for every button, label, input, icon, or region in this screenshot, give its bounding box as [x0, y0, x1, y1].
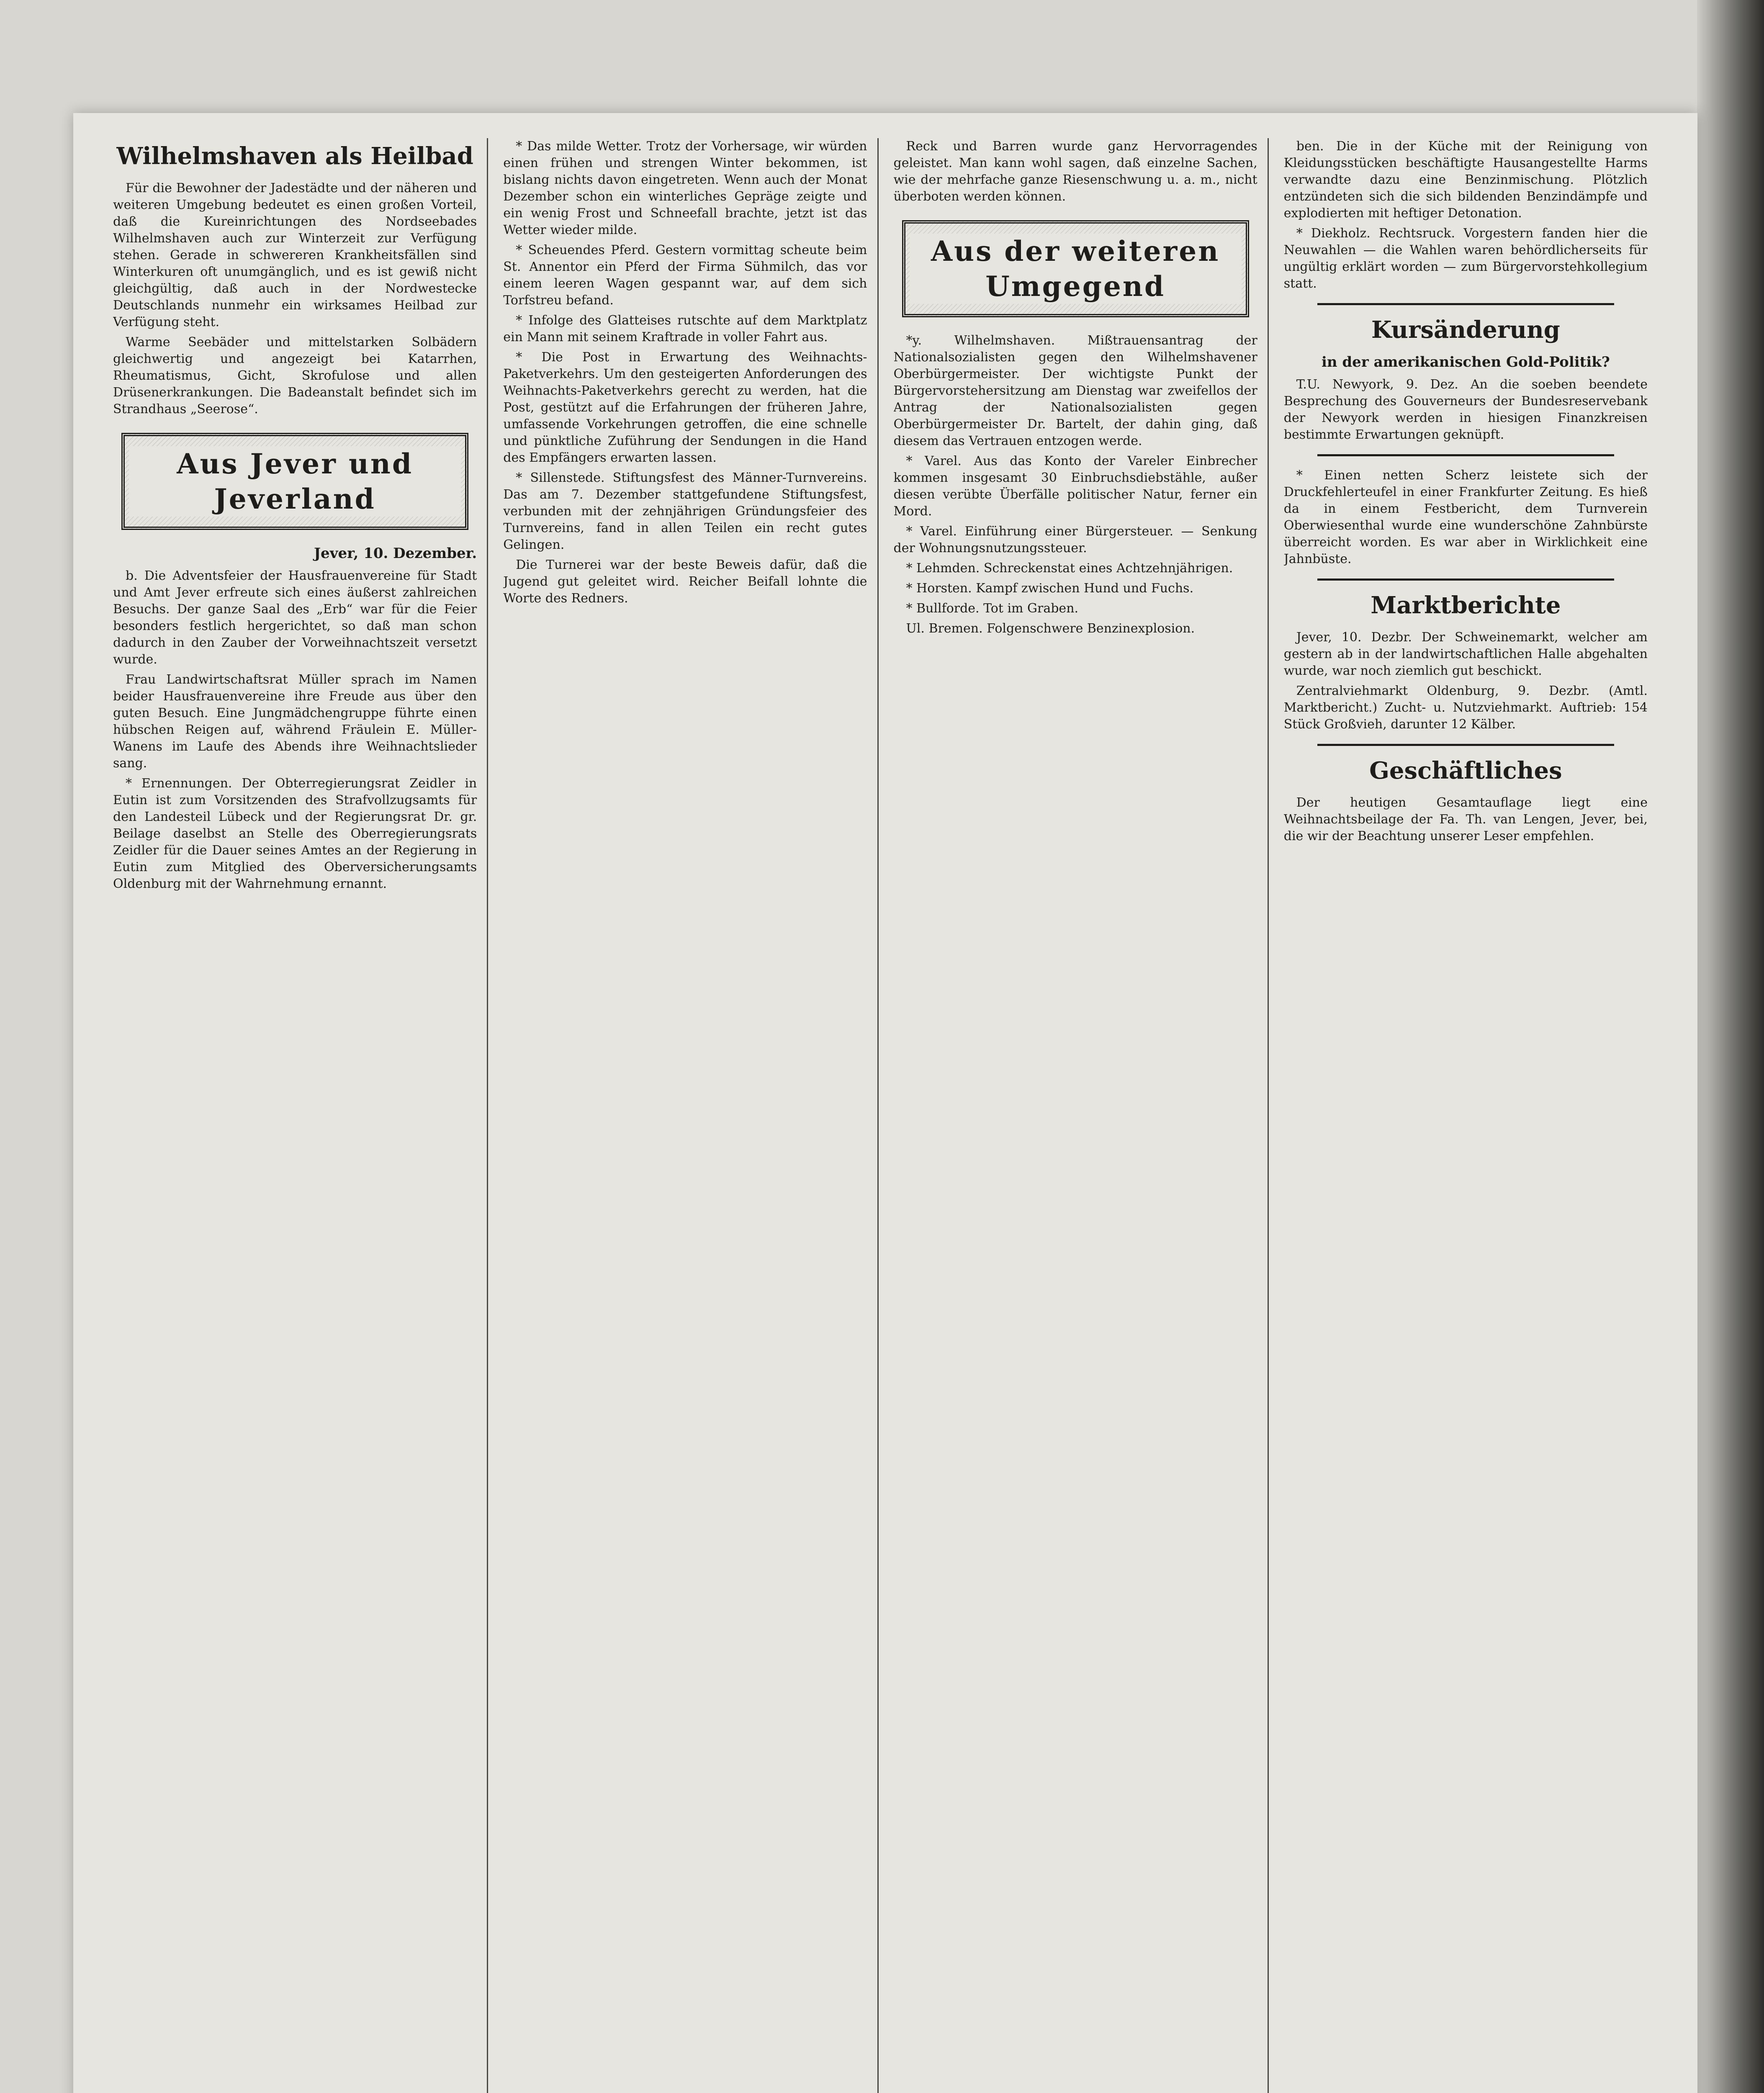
article-paragraph: * Infolge des Glatteises rutschte auf dem Marktplatz ein Mann mit seinem Kraftrade in voller Fahrt aus.: [503, 313, 867, 345]
section-box-label: Aus der weiteren Umgegend: [910, 234, 1242, 304]
divider: [1317, 454, 1614, 456]
column-3: [894, 138, 1269, 2093]
page-spine: [1697, 0, 1764, 2093]
article-paragraph: * Bullforde. Tot im Graben.: [906, 601, 1079, 616]
article-paragraph: * Ernennungen. Der Obterregierungsrat Zeidler in Eutin ist zum Vorsitzenden des Strafvollzugsamts für den Landesteil Lübeck und der Regierungsrat Dr. gr. Beilage daselbst an Stelle des Oberregierungsrats Zeidler für die Dauer seines Amtes an der Regierung in Eutin zum Mitglied des Oberversicherungsamts Oldenburg mit der Wahrnehmung ernannt.: [113, 776, 477, 891]
article-paragraph: * Sillenstede. Stiftungsfest des Männer-Turnvereins. Das am 7. Dezember stattgefundene Stiftungsfest, verbunden mit der zehnjährigen Gründungsfeier des Turnvereins, fand in allen Teilen ein recht gutes Gelingen.: [503, 471, 867, 552]
article-paragraph: Jever, 10. Dezbr. Der Schweinemarkt, welcher am gestern ab in der landwirtschaftlichen Halle abgehalten wurde, war noch ziemlich gut beschickt.: [1283, 630, 1648, 678]
article-paragraph: * Die Post in Erwartung des Weihnachts-Paketverkehrs. Um den gesteigerten Anforderungen des Weihnachts-Paketverkehrs gerecht zu werden, hat die Post, gestützt auf die Erfahrungen der früheren Jahre, umfassende Vorkehrungen getroffen, die eine schnelle und pünktliche Zuführung der Sendungen in die Hand des Empfängers erwarten lassen.: [503, 350, 867, 465]
article-paragraph: * Das milde Wetter. Trotz der Vorhersage, wir würden einen frühen und strengen Winter bekommen, ist bislang nichts davon eingetreten. Wenn auch der Monat Dezember schon ein winterliches Gepräge zeigte und ein wenig Frost und Schneefall brachte, jetzt ist das Wetter wieder milde.: [503, 139, 867, 237]
article-paragraph: Warme Seebäder und mittelstarken Solbädern gleichwertig und angezeigt bei Katarrhen, Rheumatismus, Gicht, Skrofulose und allen Drüsenerkrankungen. Die Badeanstalt befindet sich im Strandhaus „Seerose“.: [113, 335, 477, 417]
article-paragraph: Ul. Bremen. Folgenschwere Benzinexplosion.: [906, 621, 1195, 636]
article-paragraph: * Einen netten Scherz leistete sich der Druckfehlerteufel in einer Frankfurter Zeitung. Es hieß da in einem Festbericht, dem Turnverein Oberwiesenthal wurde eine wunderschöne Zahnbürste überreicht worden. Es war aber in Wirklichkeit eine Jahnbüste.: [1283, 468, 1648, 566]
newspaper-page: [73, 113, 1697, 2093]
headline-geschaeftliches: Geschäftliches: [1369, 757, 1562, 784]
article-paragraph: Zentralviehmarkt Oldenburg, 9. Dezbr. (Amtl. Marktbericht.) Zucht- u. Nutzviehmarkt. Auftrieb: 154 Stück Großvieh, darunter 12 Kälber.: [1283, 684, 1648, 732]
article-paragraph: * Varel. Aus das Konto der Vareler Einbrecher kommen insgesamt 30 Einbruchsdiebstähle, außer diesen verübte Überfälle politischer Natur, ferner ein Mord.: [893, 454, 1257, 519]
dateline: Jever, 10. Dezember.: [314, 545, 477, 562]
article-paragraph: * Varel. Einführung einer Bürgersteuer. — Senkung der Wohnungsnutzungssteuer.: [893, 524, 1257, 555]
section-box-jever: [121, 433, 468, 530]
headline-kursaenderung: Kursänderung: [1371, 316, 1560, 344]
column-2: [503, 138, 878, 2093]
divider: [1317, 303, 1614, 305]
article-paragraph: * Scheuendes Pferd. Gestern vormittag scheute beim St. Annentor ein Pferd der Firma Sühmilch, das vor einem leeren Wagen gespannt war, auf dem sich Torfstreu befand.: [503, 243, 867, 308]
column-4: [1284, 138, 1658, 2093]
divider: [1317, 579, 1614, 581]
article-paragraph: Die Turnerei war der beste Beweis dafür, daß die Jugend gut geleitet wird. Reicher Beifall lohnte die Worte des Redners.: [503, 558, 867, 606]
article-paragraph: ben. Die in der Küche mit der Reinigung von Kleidungsstücken beschäftigte Hausangestellte Harms verwandte dazu eine Benzinmischung. Plötzlich entzündeten sich die sich bildenden Benzindämpfe und explodierten mit heftiger Detonation.: [1283, 139, 1648, 221]
section-box-label: Aus Jever und Jeverland: [129, 446, 461, 517]
column-1: [113, 138, 488, 2093]
headline-wilhelmshaven-heilbad: Wilhelmshaven als Heilbad: [116, 142, 473, 170]
article-paragraph: * Horsten. Kampf zwischen Hund und Fuchs.: [906, 581, 1194, 596]
article-paragraph: T.U. Newyork, 9. Dez. An die soeben beendete Besprechung des Gouverneurs der Bundesreservebank der Newyork werden in hiesigen Finanzkreisen bestimmte Erwartungen geknüpft.: [1283, 377, 1648, 442]
article-paragraph: b. Die Adventsfeier der Hausfrauenvereine für Stadt und Amt Jever erfreute sich eines äußerst zahlreichen Besuchs. Der ganze Saal des „Erb“ war für die Feier besonders festlich hergerichtet, so daß man schon dadurch in den Zauber der Vorweihnachtszeit versetzt wurde.: [113, 568, 477, 667]
article-paragraph: Der heutigen Gesamtauflage liegt eine Weihnachtsbeilage der Fa. Th. van Lengen, Jever, bei, die wir der Beachtung unserer Leser empfehlen.: [1283, 795, 1648, 843]
subheadline: in der amerikanischen Gold-Politik?: [1321, 354, 1610, 370]
headline-marktberichte: Marktberichte: [1371, 591, 1561, 619]
article-paragraph: Für die Bewohner der Jadestädte und der näheren und weiteren Umgebung bedeutet es einen großen Vorteil, daß die Kureinrichtungen des Nordseebades Wilhelmshaven auch zur Winterzeit zur Verfügung stehen. Gerade in schwereren Krankheitsfällen sind Winterkuren oft unumgänglich, und es ist gewiß nicht gleichgültig, daß auch in der Nordwestecke Deutschlands nunmehr ein wirksames Heilbad zur Verfügung steht.: [113, 181, 477, 329]
article-paragraph: Reck und Barren wurde ganz Hervorragendes geleistet. Man kann wohl sagen, daß einzelne Sachen, wie der mehrfache ganze Riesenschwung u. a. m., nicht überboten werden können.: [893, 139, 1257, 204]
divider: [1317, 744, 1614, 746]
article-paragraph: * Diekholz. Rechtsruck. Vorgestern fanden hier die Neuwahlen — die Wahlen waren behördlicherseits für ungültig erklärt worden — zum Bürgervorstehkollegium statt.: [1283, 226, 1648, 291]
section-box-umgegend: [902, 220, 1249, 317]
article-paragraph: Frau Landwirtschaftsrat Müller sprach im Namen beider Hausfrauenvereine ihre Freude aus über den guten Besuch. Eine Jungmädchengruppe führte einen hübschen Reigen auf, während Fräulein E. Müller-Wanens im Laufe des Abends ihre Weihnachtslieder sang.: [113, 672, 477, 771]
article-paragraph: * Lehmden. Schreckenstat eines Achtzehnjährigen.: [906, 561, 1233, 576]
columns: [113, 138, 1658, 2093]
article-paragraph: *y. Wilhelmshaven. Mißtrauensantrag der Nationalsozialisten gegen den Wilhelmshavener Oberbürgermeister. Der wichtigste Punkt der Bürgervorstehersitzung am Dienstag war zweifellos der Antrag der Nationalsozialisten gegen Oberbürgermeister Dr. Bartelt, der dahin ging, daß diesem das Vertrauen entzogen werde.: [893, 333, 1257, 448]
